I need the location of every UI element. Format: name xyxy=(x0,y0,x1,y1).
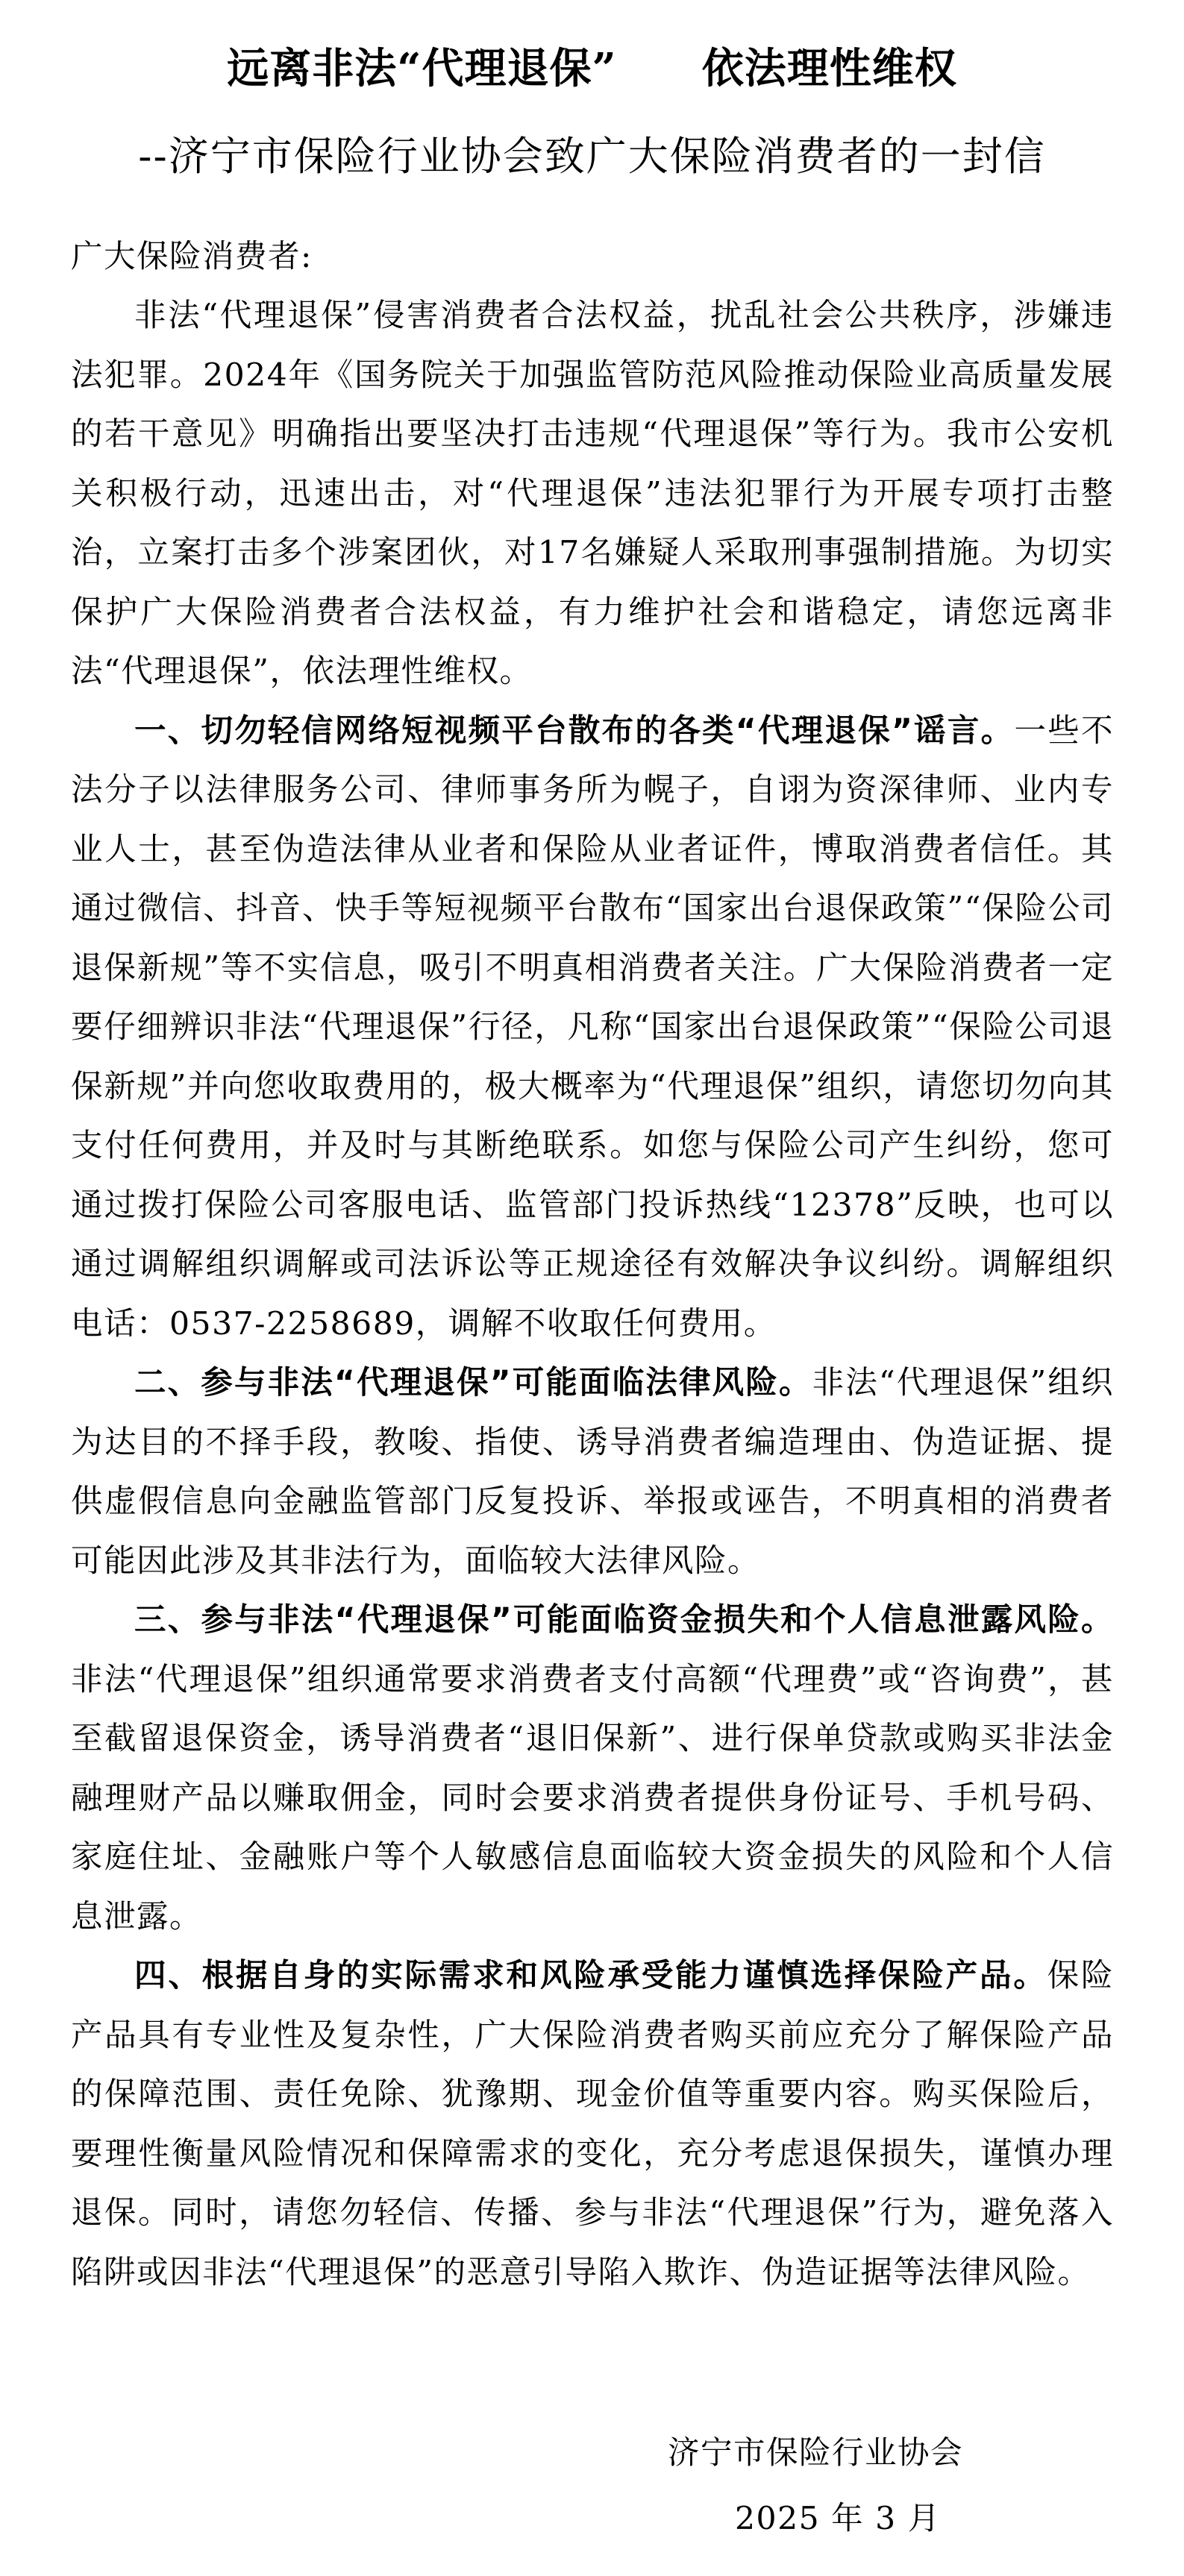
section-4-heading: 四、根据自身的实际需求和风险承受能力谨慎选择保险产品。 xyxy=(134,1958,1047,1994)
document-title: 远离非法“代理退保” 依法理性维权 xyxy=(227,44,957,93)
section-4-text: 保险产品具有专业性及复杂性，广大保险消费者购买前应充分了解保险产品的保障范围、责任免除、犹豫期、现金价值等重要内容。购买保险后，要理性衡量风险情况和保障需求的变化，充分考虑退保损失，谨慎办理退保。同时，请您勿轻信、传播、参与非法“代理退保”行为，避免落入陷阱或因非法“代理退保”的恶意引导陷入欺诈、伪造证据等法律风险。 xyxy=(71,1958,1114,2291)
signature-date: 2025 年 3 月 xyxy=(735,2501,941,2537)
letter-body xyxy=(71,286,1114,2302)
section-1-paragraph xyxy=(71,702,1114,1354)
document-subtitle: --济宁市保险行业协会致广大保险消费者的一封信 xyxy=(138,133,1046,180)
section-2-paragraph xyxy=(71,1354,1114,1591)
intro-paragraph: 非法“代理退保”侵害消费者合法权益，扰乱社会公共秩序，涉嫌违法犯罪。2024年《国务院关于加强监管防范风险推动保险业高质量发展的若干意见》明确指出要坚决打击违规“代理退保”等行为。我市公安机关积极行动，迅速出击，对“代理退保”违法犯罪行为开展专项打击整治，立案打击多个涉案团伙，对17名嫌疑人采取刑事强制措施。为切实保护广大保险消费者合法权益，有力维护社会和谐稳定，请您远离非法“代理退保”，依法理性维权。 xyxy=(71,298,1114,690)
section-3-text: 非法“代理退保”组织通常要求消费者支付高额“代理费”或“咨询费”，甚至截留退保资金，诱导消费者“退旧保新”、进行保单贷款或购买非法金融理财产品以赚取佣金，同时会要求消费者提供身份证号、手机号码、家庭住址、金融账户等个人敏感信息面临较大资金损失的风险和个人信息泄露。 xyxy=(71,1661,1114,1935)
section-2-text: 非法“代理退保”组织为达目的不择手段，教唆、指使、诱导消费者编造理由、伪造证据、提供虚假信息向金融监管部门反复投诉、举报或诬告，不明真相的消费者可能因此涉及其非法行为，面临较大法律风险。 xyxy=(71,1365,1114,1580)
section-2-heading: 二、参与非法“代理退保”可能面临法律风险。 xyxy=(134,1365,812,1401)
section-3-paragraph xyxy=(71,1591,1114,1947)
section-4-paragraph xyxy=(71,1947,1114,2302)
greeting: 广大保险消费者: xyxy=(71,239,313,275)
section-1-heading: 一、切勿轻信网络短视频平台散布的各类“代理退保”谣言。 xyxy=(134,712,1015,750)
signature-organization: 济宁市保险行业协会 xyxy=(668,2435,964,2472)
section-3-heading: 三、参与非法“代理退保”可能面临资金损失和个人信息泄露风险。 xyxy=(134,1602,1114,1639)
section-1-text: 一些不法分子以法律服务公司、律师事务所为幌子，自诩为资深律师、业内专业人士，甚至伪造法律从业者和保险从业者证件，博取消费者信任。其通过微信、抖音、快手等短视频平台散布“国家出台退保政策”“保险公司退保新规”等不实信息，吸引不明真相消费者关注。广大保险消费者一定要仔细辨识非法“代理退保”行径，凡称“国家出台退保政策”“保险公司退保新规”并向您收取费用的，极大概率为“代理退保”组织，请您切勿向其支付任何费用，并及时与其断绝联系。如您与保险公司产生纠纷，您可通过拨打保险公司客服电话、监管部门投诉热线“12378”反映，也可以通过调解组织调解或司法诉讼等正规途径有效解决争议纠纷。调解组织电话：0537-2258689，调解不收取任何费用。 xyxy=(71,712,1114,1342)
